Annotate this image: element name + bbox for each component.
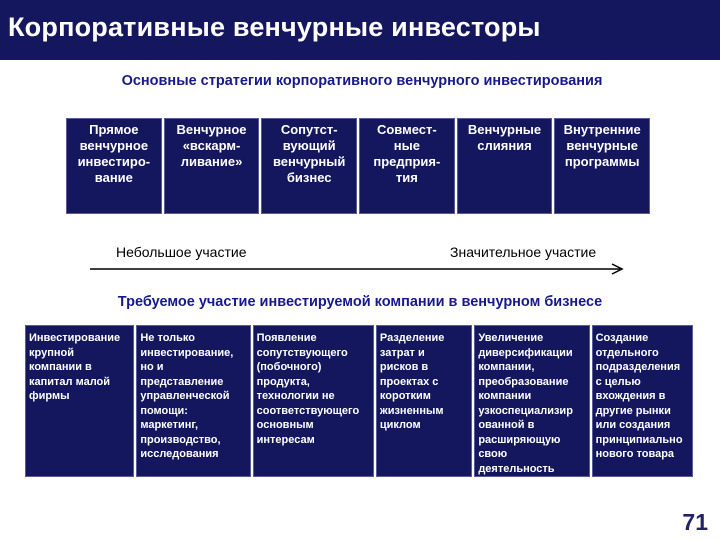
strategies-heading: Основные стратегии корпоративного венчурного инвестирования: [121, 73, 603, 89]
scale-high-label: Значительное участие: [450, 244, 597, 260]
page-number: 71: [682, 509, 708, 535]
strategies-row: [66, 118, 650, 214]
requirements-row: [25, 325, 693, 477]
scale-low-label: Небольшое участие: [116, 244, 247, 260]
requirements-heading: Требуемое участие инвестируемой компании в венчурном бизнесе: [117, 294, 603, 310]
slide-title: Корпоративные венчурные инвесторы: [8, 12, 541, 42]
requirement-side-product: Появление сопутствующего (побочного) продукта, технологии не соответствующего основным интересам: [253, 325, 374, 477]
requirement-direct-investment: Инвестирование крупной компании в капитал малой фирмы: [25, 325, 134, 477]
requirement-management-help: Не только инвестирование, но и представление управленческой помощи: маркетинг, производство, исследования: [136, 325, 250, 477]
strategy-venture-nurturing: Венчурное «вскарм- ливание»: [164, 118, 260, 214]
strategy-spinoff-business: Сопутст- вующий венчурный бизнес: [261, 118, 357, 214]
requirement-separate-division: Создание отдельного подразделения с целью вхождения в другие рынки или создания принципиально нового товара: [592, 325, 693, 477]
strategy-joint-ventures: Совмест- ные предприя- тия: [359, 118, 455, 214]
strategy-venture-mergers: Венчурные слияния: [457, 118, 553, 214]
scale-arrow-icon: [90, 262, 630, 276]
title-bar: [0, 0, 720, 60]
requirement-shared-risks: Разделение затрат и рисков в проектах с коротким жизненным циклом: [376, 325, 472, 477]
strategy-direct-investment: Прямое венчурное инвестиро- вание: [66, 118, 162, 214]
requirement-diversification: Увеличение диверсификации компании, преобразование компании узкоспециализир ованной в расширяющую свою деятельность: [474, 325, 589, 477]
strategy-internal-programs: Внутренние венчурные программы: [554, 118, 650, 214]
